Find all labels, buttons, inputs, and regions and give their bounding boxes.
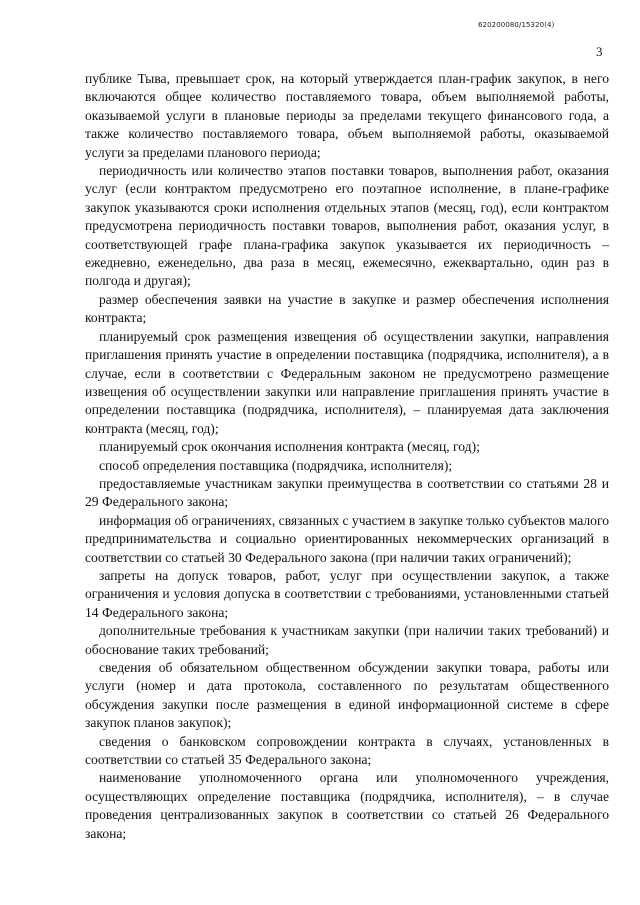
document-id: 620200080/15320(4)	[478, 21, 555, 29]
paragraph-contract-end: планируемый срок окончания исполнения контракта (месяц, год);	[99, 439, 480, 455]
paragraph-admission-bans: запреты на допуск товаров, работ, услуг при осуществлении закупок, а также ограничения и условия допуска в соответствии с требованиями, установленными статьей 14 Федерального закона;	[85, 567, 609, 620]
body-text	[85, 70, 609, 843]
paragraph-security-size: размер обеспечения заявки на участие в закупке и размер обеспечения исполнения контракта;	[85, 291, 609, 326]
paragraph-continuation: публике Тыва, превышает срок, на который утверждается план-график закупок, в него включаются общее количество поставляемого товара, объем выполняемой работы, оказываемой услуги в плановые периоды за пределами текущего финансового года, а также количество поставляемого товара, объем выполняемой работы, оказываемой услуги за пределами планового периода;	[85, 71, 609, 160]
paragraph-authorized-body: наименование уполномоченного органа или уполномоченного учреждения, осуществляющих определение поставщика (подрядчика, исполнителя), – в случае проведения централизованных закупок в соответствии со статьей 26 Федерального закона;	[85, 770, 609, 841]
paragraph-advantages: предоставляемые участникам закупки преимущества в соответствии со статьями 28 и 29 Федерального закона;	[85, 475, 609, 510]
paragraph-periodicity: периодичность или количество этапов поставки товаров, выполнения работ, оказания услуг (если контрактом предусмотрено его поэтапное исполнение, в плане-графике закупок указываются сроки исполнения отдельных этапов (месяц, год), если контрактом предусмотрена периодичность поставки товаров, выполнения работ, оказания услуг, в соответствующей графе плана-графика закупок указывается их периодичность – ежедневно, еженедельно, два раза в месяц, ежемесячно, ежеквартально, один раз в полгода и другая);	[85, 163, 609, 289]
paragraph-restrictions: информация об ограничениях, связанных с участием в закупке только субъектов малого предпринимательства и социально ориентированных некоммерческих организаций в соответствии со статьей 30 Федерального закона (при наличии таких ограничений);	[85, 512, 609, 565]
paragraph-public-discussion: сведения об обязательном общественном обсуждении закупки товара, работы или услуги (номер и дата протокола, составленного по результатам общественного обсуждения закупки после размещения в единой информационной системе в сфере закупок планов закупок);	[85, 660, 609, 731]
paragraph-extra-requirements: дополнительные требования к участникам закупки (при наличии таких требований) и обоснование таких требований;	[85, 623, 609, 657]
paragraph-supplier-method: способ определения поставщика (подрядчика, исполнителя);	[99, 457, 453, 473]
paragraph-notice-date: планируемый срок размещения извещения об осуществлении закупки, направления приглашения принять участие в определении поставщика (подрядчика, исполнителя), а в случае, если в соответствии с Федеральным законом не предусмотрено размещение извещения об осуществлении закупки или направление приглашения принять участие в определении поставщика (подрядчика, исполнителя), – планируемая дата заключения контракта (месяц, год);	[85, 328, 609, 436]
paragraph-bank-support: сведения о банковском сопровождении контракта в случаях, установленных в соответствии со статьей 35 Федерального закона;	[85, 733, 609, 768]
page-number: 3	[596, 44, 603, 59]
